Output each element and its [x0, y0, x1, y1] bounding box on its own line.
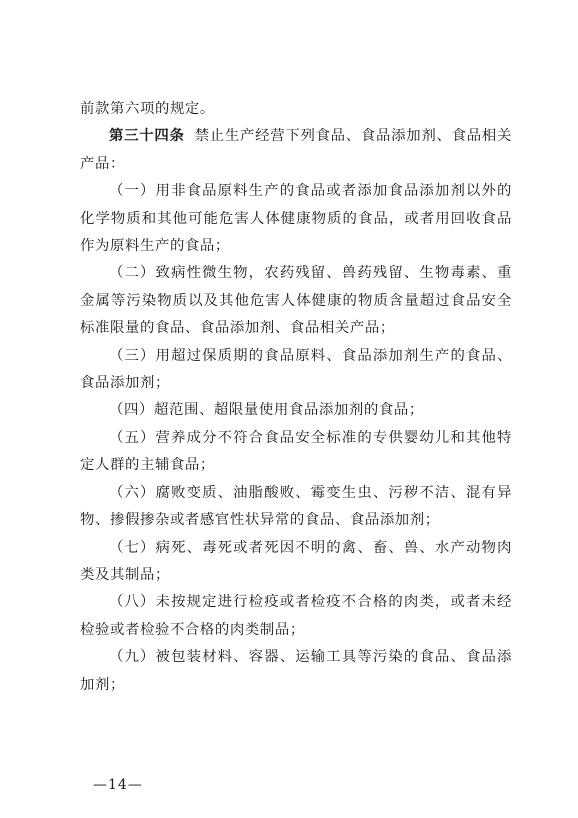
continuation-paragraph: 前款第六项的规定。: [80, 101, 215, 117]
item-4-paragraph: （四）超范围、超限量使用食品添加剂的食品；: [109, 402, 424, 419]
item-6-paragraph: （六）腐败变质、油脂酸败、霉变生虫、污秽不洁、混有异物、掺假掺杂或者感官性状异常的食品、食品添加剂；: [80, 484, 512, 529]
article-heading: 第三十四条: [109, 128, 185, 145]
page-number: —14—: [93, 777, 143, 793]
item-7-paragraph: （七）病死、毒死或者死因不明的禽、畜、兽、水产动物肉类及其制品；: [80, 539, 512, 583]
item-5-paragraph: （五）营养成分不符合食品安全标准的专供婴幼儿和其他特定人群的主辅食品；: [80, 429, 512, 474]
item-9-paragraph: （九）被包装材料、容器、运输工具等污染的食品、食品添加剂；: [80, 649, 512, 693]
article-34-paragraph: [80, 123, 512, 178]
article-intro-text: 禁止生产经营下列食品、食品添加剂、食品相关产品：: [80, 128, 512, 172]
document-body: [80, 96, 512, 699]
item-3-paragraph: （三）用超过保质期的食品原料、食品添加剂生产的食品、食品添加剂；: [80, 347, 512, 392]
item-2-paragraph: （二）致病性微生物，农药残留、兽药残留、生物毒素、重金属等污染物质以及其他危害人体健康的物质含量超过食品安全标准限量的食品、食品添加剂、食品相关产品；: [80, 265, 512, 337]
item-8-paragraph: （八）未按规定进行检疫或者检疫不合格的肉类，或者未经检验或者检验不合格的肉类制品；: [80, 594, 512, 638]
item-1-paragraph: （一）用非食品原料生产的食品或者添加食品添加剂以外的化学物质和其他可能危害人体健康物质的食品，或者用回收食品作为原料生产的食品；: [80, 183, 512, 255]
